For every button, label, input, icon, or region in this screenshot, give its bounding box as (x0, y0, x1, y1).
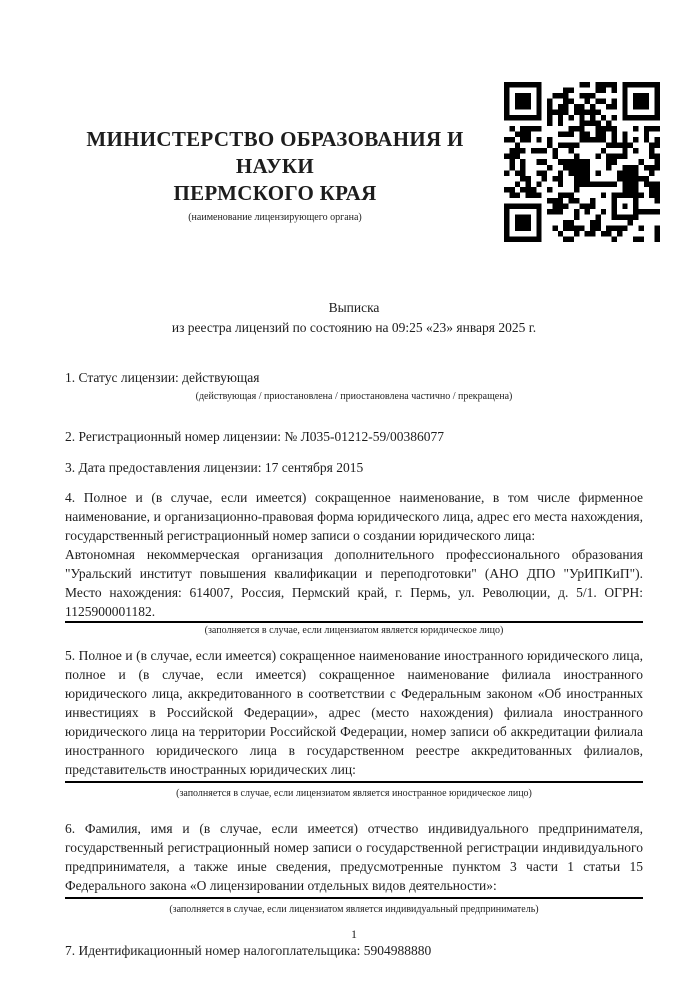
item-5-blank-line (65, 781, 643, 783)
item-3-license-date: 3. Дата предоставления лицензии: 17 сентября 2015 (65, 460, 364, 475)
qr-code (504, 82, 660, 242)
qr-code-image (504, 82, 660, 242)
item-1-caption: (действующая / приостановлена / приостановлена частично / прекращена) (195, 391, 513, 402)
item-6-blank-line (65, 897, 643, 899)
item-4-caption: (заполняется в случае, если лицензиатом является юридическое лицо) (204, 625, 504, 636)
document-title-line2: из реестра лицензий по состоянию на 09:25 «23» января 2025 г. (171, 320, 537, 335)
item-5-caption: (заполняется в случае, если лицензиатом является иностранное юридическое лицо) (176, 788, 532, 799)
item-6-label: 6. Фамилия, имя и (в случае, если имеется) отчество индивидуального предпринимателя, государственный регистрационный номер записи о государственной регистрации индивидуального предпринимателя, а также иные сведения, предусмотренные пунктом 3 части 1 статьи 15 Федерального закона «О лицензировании отдельных видов деятельности»: (65, 821, 643, 893)
ministry-name-line2: ПЕРМСКОГО КРАЯ (173, 181, 377, 205)
ministry-header (65, 126, 485, 224)
document-title-line1: Выписка (328, 300, 380, 315)
item-5-label: 5. Полное и (в случае, если имеется) сокращенное наименование иностранного юридического лица, полное и (в случае, если имеется) сокращенное наименование филиала иностранного юридического лица, аккредитованного в соответствии с Федеральным законом «Об иностранных инвестициях в Российской Федерации», адрес (место нахождения) филиала иностранного юридического лица на территории Российской Федерации, номер записи об аккредитации филиала иностранного юридического лица в государственном реестре аккредитованных филиалов, представительств иностранных юридических лиц: (65, 648, 643, 777)
document-title (65, 298, 643, 338)
item-1-status: 1. Статус лицензии: действующая (65, 370, 260, 385)
item-2-registration-number: 2. Регистрационный номер лицензии: № Л035-01212-59/00386077 (65, 429, 445, 444)
ministry-caption: (наименование лицензирующего органа) (188, 212, 362, 223)
item-4-label: 4. Полное и (в случае, если имеется) сокращенное наименование, в том числе фирменное наименование, и организационно-правовая форма юридического лица, адрес его места нахождения, государственный регистрационный номер записи о создании юридического лица: (65, 490, 643, 543)
item-7-taxpayer-number: 7. Идентификационный номер налогоплательщика: 5904988880 (65, 943, 432, 958)
item-4-value: Автономная некоммерческая организация дополнительного профессионального образования "Уральский институт повышения квалификации и переподготовки" (АНО ДПО "УрИПКиП"). Место нахождения: 614007, Россия, Пермский край, г. Пермь, ул. Революции, д. 5/1. ОГРН: 1125900001182. (65, 545, 643, 623)
item-6-caption: (заполняется в случае, если лицензиатом является индивидуальный предприниматель) (169, 904, 539, 915)
page-number: 1 (351, 927, 357, 941)
ministry-name-line1: МИНИСТЕРСТВО ОБРАЗОВАНИЯ И НАУКИ (86, 127, 464, 178)
license-items (65, 368, 643, 960)
